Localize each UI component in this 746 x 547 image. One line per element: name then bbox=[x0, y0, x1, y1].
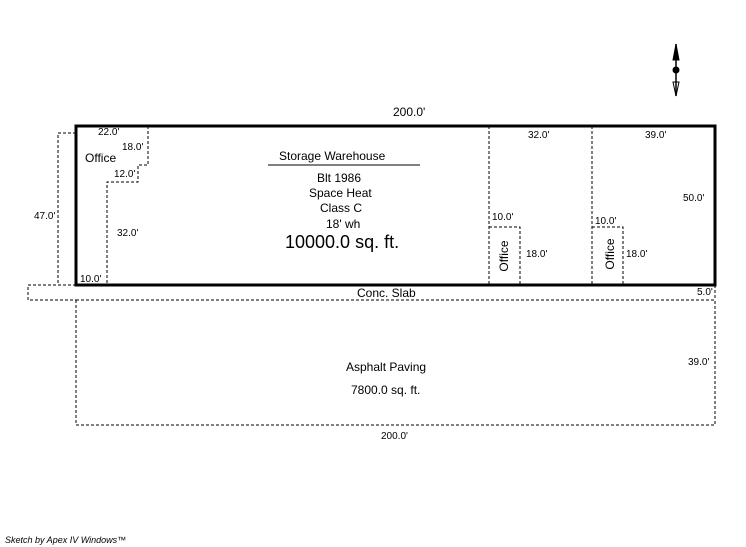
building-outline bbox=[76, 126, 715, 285]
paving-label: Asphalt Paving bbox=[346, 360, 427, 374]
office-left-right-upper: 18.0' bbox=[122, 142, 144, 153]
office-mid-label: Office bbox=[497, 240, 511, 272]
office-mid-depth: 18.0' bbox=[526, 249, 548, 260]
building-built: Blt 1986 bbox=[317, 171, 362, 185]
office-right-label: Office bbox=[603, 238, 617, 270]
office-right-depth: 18.0' bbox=[626, 249, 648, 260]
paving-depth: 39.0' bbox=[688, 357, 710, 368]
building-title: Storage Warehouse bbox=[279, 149, 386, 163]
office-mid-width: 10.0' bbox=[492, 212, 514, 223]
office-left-label: Office bbox=[85, 151, 117, 165]
office-left-bottom: 10.0' bbox=[80, 274, 102, 285]
office-left-right-lower: 32.0' bbox=[117, 228, 139, 239]
left-wing-height: 47.0' bbox=[34, 211, 56, 222]
footer-credit: Sketch by Apex IV Windows™ bbox=[5, 535, 127, 545]
building-area: 10000.0 sq. ft. bbox=[285, 232, 400, 252]
slab-outline bbox=[28, 285, 76, 300]
office-right-width: 10.0' bbox=[595, 216, 617, 227]
north-arrow-icon bbox=[673, 44, 679, 96]
section-right-width: 39.0' bbox=[645, 130, 667, 141]
building-right-height: 50.0' bbox=[683, 193, 705, 204]
section-mid-width: 32.0' bbox=[528, 130, 550, 141]
slab-width: 5.0' bbox=[697, 287, 713, 298]
building-class: Class C bbox=[320, 201, 363, 215]
slab-label: Conc. Slab bbox=[357, 286, 416, 300]
paving-length: 200.0' bbox=[381, 431, 408, 442]
building-top-length: 200.0' bbox=[393, 105, 426, 119]
paving-area: 7800.0 sq. ft. bbox=[351, 383, 421, 397]
office-left-step: 12.0' bbox=[114, 169, 136, 180]
left-wing-outline bbox=[58, 133, 76, 285]
office-left-top: 22.0' bbox=[98, 127, 120, 138]
building-heat: Space Heat bbox=[309, 186, 372, 200]
building-wall-height: 18' wh bbox=[326, 217, 361, 231]
